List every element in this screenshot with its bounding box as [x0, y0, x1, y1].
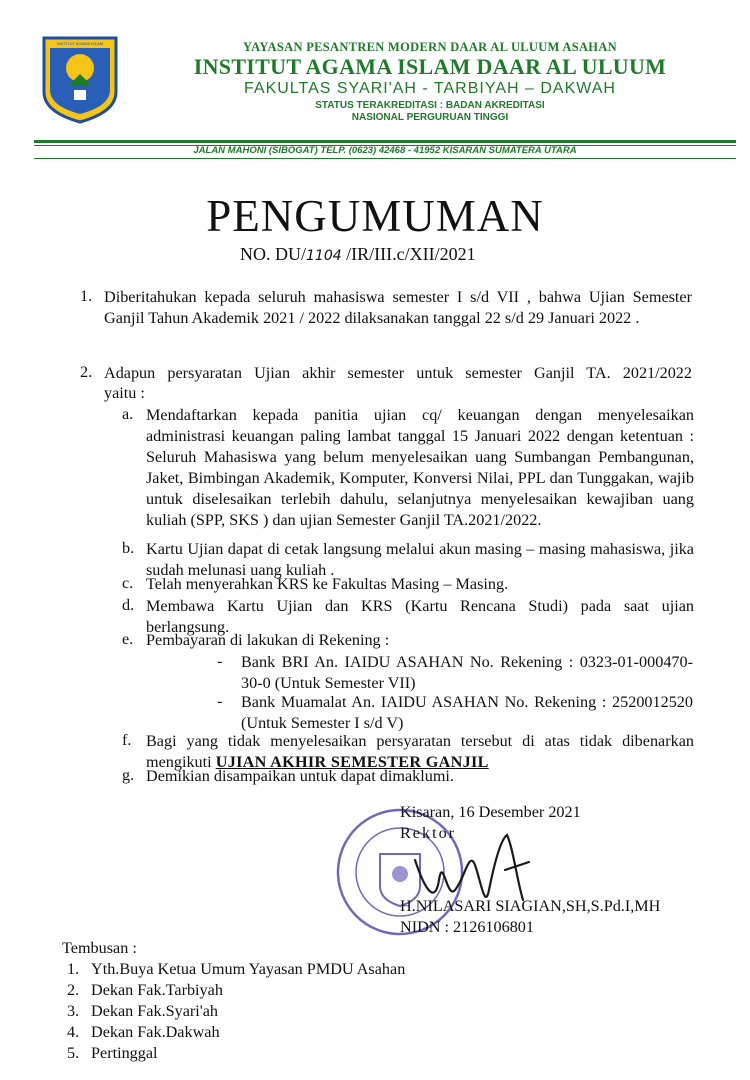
- reference-number: [240, 244, 476, 265]
- signatory-role: Rektor: [400, 824, 457, 842]
- foundation-name: YAYASAN PESANTREN MODERN DAAR AL ULUUM ASAHAN: [243, 40, 617, 54]
- sub-d-label: d.: [122, 596, 135, 614]
- sub-d-text: Membawa Kartu Ujian dan KRS (Kartu Rencana Studi) pada saat ujian berlangsung.: [146, 597, 694, 636]
- item-2-intro-cont: yaitu :: [104, 384, 145, 402]
- item-1-text: Diberitahukan kepada seluruh mahasiswa semester I s/d VII , bahwa Ujian Semester Ganjil Tahun Akademik 2021 / 2022 dilaksanakan tanggal 22 s/d 29 Januari 2022 .: [104, 288, 692, 327]
- tembusan-item: Yth.Buya Ketua Umum Yayasan PMDU Asahan: [91, 960, 406, 978]
- signatory-nidn: NIDN : 2126106801: [400, 918, 534, 936]
- bank-2-dash: -: [217, 692, 223, 710]
- exam-emphasis: UJIAN AKHIR SEMESTER GANJIL: [215, 753, 489, 771]
- tembusan-item: Dekan Fak.Dakwah: [91, 1023, 220, 1041]
- sub-b-text: Kartu Ujian dapat di cetak langsung melalui akun masing – masing mahasiswa, jika sudah melunasi uang kuliah .: [146, 540, 694, 579]
- sub-a-text: Mendaftarkan kepada panitia ujian cq/ keuangan dengan menyelesaikan administrasi keuangan paling lambat tanggal 15 Januari 2022 dengan ketentuan : Seluruh Mahasiswa yang belum menyelesaikan uang Sumbangan Pembangunan, Jaket, Bimbingan Akademik, Komputer, Konversi Nilai, PPL dan Tunggakan, wajib untuk diselesaikan terlebih dahulu, selanjutnya menyelesaikan kewajiban uang kuliah (SPP, SKS ) dan ujian Semester Ganjil TA.2021/2022.: [146, 406, 694, 529]
- reference-prefix: NO. DU/: [240, 244, 306, 264]
- bank-muamalat-account: Bank Muamalat An. IAIDU ASAHAN No. Rekening : 2520012520 (Untuk Semester I s/d V): [241, 693, 693, 732]
- tembusan-number: 3.: [67, 1002, 80, 1020]
- sub-a-label: a.: [122, 405, 134, 423]
- sub-c-text: Telah menyerahkan KRS ke Fakultas Masing – Masing.: [146, 575, 509, 593]
- item-2-intro: Adapun persyaratan Ujian akhir semester untuk semester Ganjil TA. 2021/2022: [104, 364, 692, 382]
- document-title: PENGUMUMAN: [206, 191, 544, 241]
- svg-text:INSTITUT AGAMA ISLAM: INSTITUT AGAMA ISLAM: [56, 41, 104, 46]
- tembusan-number: 5.: [67, 1044, 80, 1062]
- reference-handwritten-number: 1104: [306, 248, 342, 264]
- address-divider: [34, 158, 736, 159]
- sub-f-body: Bagi yang tidak menyelesaikan persyaratan tersebut di atas tidak dibenarkan mengikuti: [146, 732, 694, 771]
- sub-g-label: g.: [122, 766, 135, 784]
- item-2-number: 2.: [80, 363, 93, 381]
- accreditation-line-2: NASIONAL PERGURUAN TINGGI: [351, 112, 509, 123]
- tembusan-number: 4.: [67, 1023, 80, 1041]
- signatory-name: H.NILASARI SIAGIAN,SH,S.Pd.I,MH: [400, 897, 661, 915]
- accreditation-line-1: STATUS TERAKREDITASI : BADAN AKREDITASI: [315, 100, 545, 111]
- tembusan-number: 2.: [67, 981, 80, 999]
- sub-b-label: b.: [122, 539, 135, 557]
- sub-g-text: Demikian disampaikan untuk dapat dimaklumi.: [146, 767, 454, 785]
- faculty-name: FAKULTAS SYARI'AH - TARBIYAH – DAKWAH: [244, 80, 616, 97]
- tembusan-item: Dekan Fak.Tarbiyah: [91, 981, 223, 999]
- tembusan-number: 1.: [67, 960, 80, 978]
- tembusan-label: Tembusan :: [62, 939, 137, 957]
- institute-logo: [38, 34, 122, 124]
- reference-suffix: /IR/III.c/XII/2021: [341, 244, 476, 264]
- sub-e-text: Pembayaran di lakukan di Rekening :: [146, 631, 390, 649]
- item-1-number: 1.: [80, 287, 93, 305]
- sub-e-label: e.: [122, 630, 134, 648]
- bank-1-dash: -: [217, 652, 223, 670]
- tembusan-item: Pertinggal: [91, 1044, 158, 1062]
- sub-f-label: f.: [122, 731, 132, 749]
- header-divider-thick: [34, 140, 736, 143]
- tembusan-item: Dekan Fak.Syari'ah: [91, 1002, 218, 1020]
- institute-address: JALAN MAHONI (SIBOGAT) TELP. (0623) 42468 - 41952 KISARAN SUMATERA UTARA: [193, 145, 577, 156]
- institute-name: INSTITUT AGAMA ISLAM DAAR AL ULUUM: [193, 54, 667, 79]
- bank-bri-account: Bank BRI An. IAIDU ASAHAN No. Rekening : 0323-01-000470-30-0 (Untuk Semester VII): [241, 653, 693, 692]
- sub-c-label: c.: [122, 574, 134, 592]
- place-date: Kisaran, 16 Desember 2021: [400, 803, 581, 821]
